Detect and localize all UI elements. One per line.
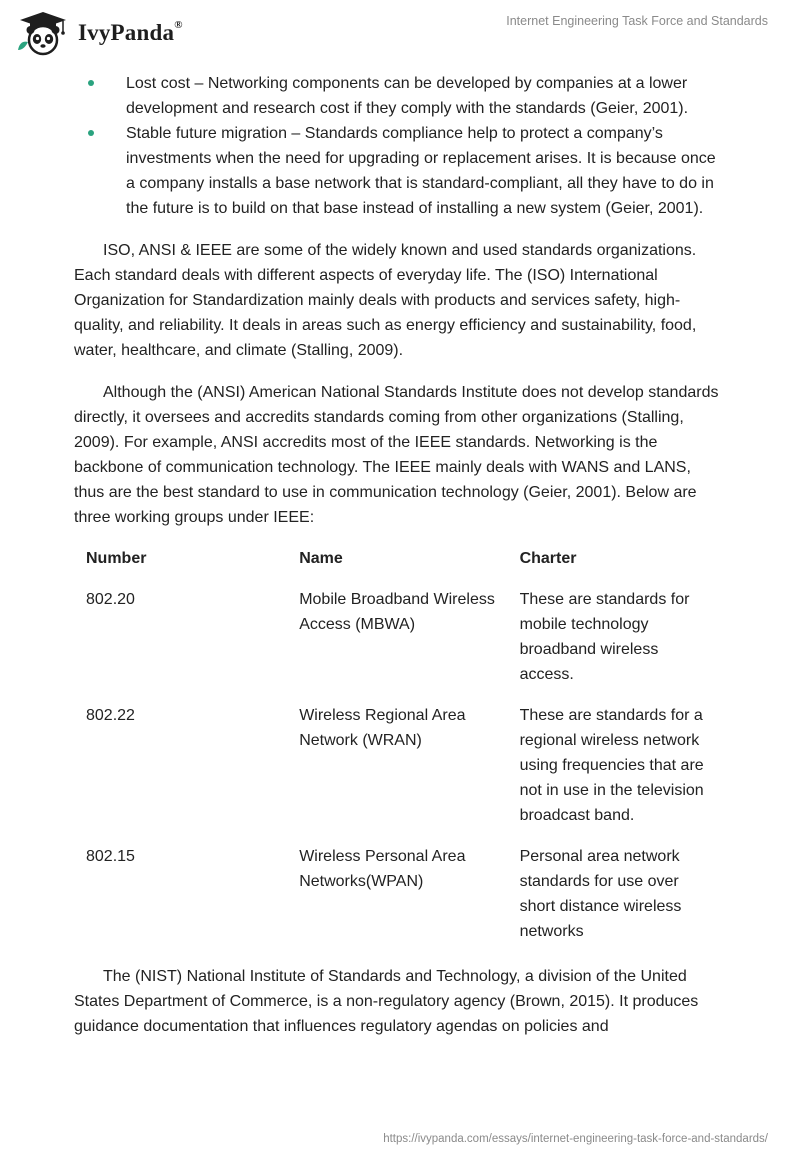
column-header-number: Number [86, 550, 147, 567]
panda-logo-icon [14, 10, 72, 56]
document-title: Internet Engineering Task Force and Standards [506, 14, 768, 28]
cell-charter: These are standards for mobile technology broadband wireless access. [519, 591, 690, 683]
ieee-working-groups-table [74, 546, 724, 960]
source-url-link[interactable]: https://ivypanda.com/essays/internet-engineering-task-force-and-standards/ [383, 1133, 768, 1145]
bullet-icon [88, 130, 94, 136]
ivypanda-logo[interactable] [14, 10, 183, 56]
cell-charter: These are standards for a regional wireless network using frequencies that are not in use in the television broadcast band. [519, 707, 704, 824]
cell-number: 802.15 [86, 848, 135, 865]
column-header-name: Name [299, 550, 343, 567]
table-row [74, 587, 724, 703]
bullet-icon [88, 80, 94, 86]
paragraph-ansi: Although the (ANSI) American National Standards Institute does not develop standards directly, it oversees and accredits standards coming from other organizations (Stalling, 2009). For example, ANSI accredits most of the IEEE standards. Networking is the backbone of communication technology. The IEEE mainly deals with WANS and LANS, thus are the best standard to use in communication technology (Geier, 2001). Below are three working groups under IEEE: [74, 384, 719, 526]
table-row [74, 844, 724, 960]
cell-number: 802.20 [86, 591, 135, 608]
column-header-charter: Charter [519, 550, 577, 567]
list-item-text: Lost cost – Networking components can be developed by companies at a lower development and research cost if they comply with the standards (Geier, 2001). [126, 75, 689, 117]
table-header-row [74, 546, 724, 587]
cell-name: Wireless Personal Area Networks(WPAN) [299, 848, 466, 890]
cell-charter: Personal area network standards for use over short distance wireless networks [519, 848, 682, 940]
paragraph-iso: ISO, ANSI & IEEE are some of the widely known and used standards organizations. Each standard deals with different aspects of everyday life. The (ISO) International Organization for Standardization mainly deals with products and services safety, high-quality, and reliability. It deals in areas such as energy efficiency and sustainability, food, water, healthcare, and climate (Stalling, 2009). [74, 242, 697, 359]
list-item-text: Stable future migration – Standards compliance help to protect a company’s investments when the need for upgrading or replacement arises. It is because once a company installs a base network that is standard-compliant, all they have to do in the future is to build on that base instead of installing a new system (Geier, 2001). [126, 125, 716, 217]
logo-wordmark: IvyPanda® [78, 19, 183, 45]
cell-number: 802.22 [86, 707, 135, 724]
list-item [74, 121, 724, 221]
essay-body [74, 71, 724, 1039]
benefits-list [74, 71, 724, 221]
list-item [74, 71, 724, 121]
cell-name: Mobile Broadband Wireless Access (MBWA) [299, 591, 495, 633]
cell-name: Wireless Regional Area Network (WRAN) [299, 707, 466, 749]
table-row [74, 703, 724, 844]
paragraph-nist: The (NIST) National Institute of Standards and Technology, a division of the United States Department of Commerce, is a non-regulatory agency (Brown, 2015). It produces guidance documentation that influences regulatory agendas on policies and [74, 968, 699, 1035]
